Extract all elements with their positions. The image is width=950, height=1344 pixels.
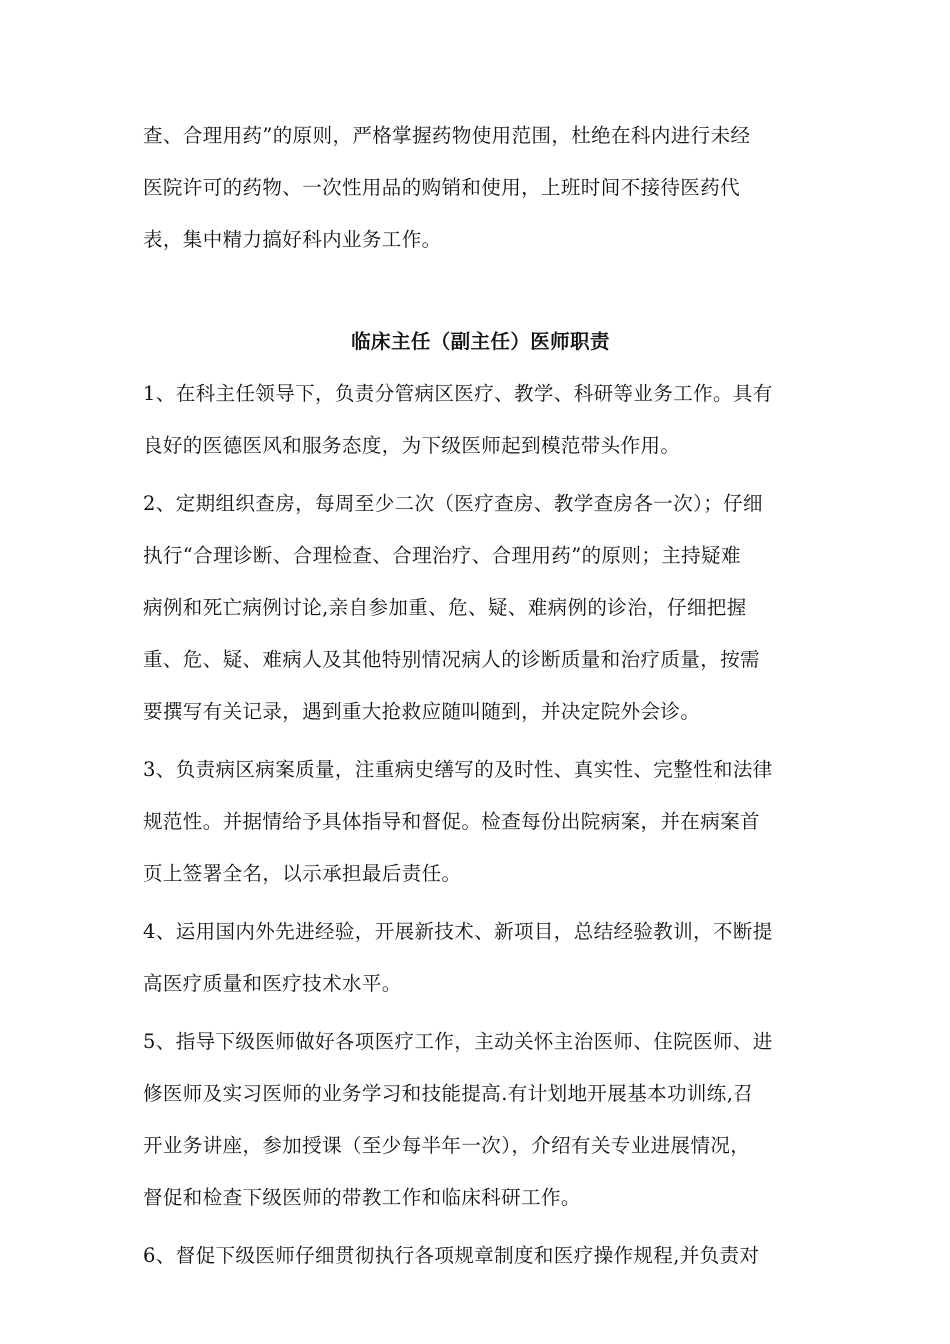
duty-line: 6、督促下级医师仔细贯彻执行各项规章制度和医疗操作规程,并负责对 (143, 1244, 760, 1267)
duty-line: 1、在科主任领导下，负责分管病区医疗、教学、科研等业务工作。具有 (143, 382, 773, 405)
duty-line: 2、定期组织查房，每周至少二次（医疗查房、教学查房各一次）；仔细 (143, 492, 763, 515)
duty-line: 执行“合理诊断、合理检查、合理治疗、合理用药”的原则；主持疑难 (143, 544, 741, 567)
duty-line: 修医师及实习医师的业务学习和技能提高.有计划地开展基本功训练,召 (143, 1082, 754, 1105)
duty-line: 开业务讲座，参加授课（至少每半年一次），介绍有关专业进展情况， (143, 1134, 751, 1157)
intro-line: 查、合理用药”的原则，严格掌握药物使用范围，杜绝在科内进行未经 (143, 124, 751, 147)
duty-line: 高医疗质量和医疗技术水平。 (143, 972, 402, 995)
duty-item-4 (143, 906, 818, 1010)
duty-line: 要撰写有关记录，遇到重大抢救应随叫随到，并决定院外会诊。 (143, 700, 701, 723)
duty-line: 3、负责病区病案质量，注重病史缮写的及时性、真实性、完整性和法律 (143, 758, 773, 781)
duty-line: 良好的医德医风和服务态度，为下级医师起到模范带头作用。 (143, 434, 681, 457)
intro-line: 表，集中精力搞好科内业务工作。 (143, 228, 442, 251)
duty-item-1 (143, 368, 818, 472)
duty-item-6 (143, 1230, 818, 1282)
duty-line: 督促和检查下级医师的带教工作和临床科研工作。 (143, 1186, 581, 1209)
duty-line: 4、运用国内外先进经验，开展新技术、新项目，总结经验教训，不断提 (143, 920, 773, 943)
section-title: 临床主任（副主任）医师职责 (351, 330, 610, 353)
duty-line: 规范性。并据情给予具体指导和督促。检查每份出院病案，并在病案首 (143, 810, 760, 833)
document-body (143, 110, 818, 1288)
duty-line: 页上签署全名，以示承担最后责任。 (143, 862, 462, 885)
duty-item-5 (143, 1016, 818, 1224)
duty-line: 5、指导下级医师做好各项医疗工作，主动关怀主治医师、住院医师、进 (143, 1030, 773, 1053)
duty-item-3 (143, 744, 818, 900)
intro-paragraph (143, 110, 818, 266)
duty-line: 病例和死亡病例讨论,亲自参加重、危、疑、难病例的诊治，仔细把握 (143, 596, 747, 619)
duty-item-2 (143, 478, 818, 738)
intro-line: 医院许可的药物、一次性用品的购销和使用，上班时间不接待医药代 (143, 176, 741, 199)
duty-line: 重、危、疑、难病人及其他特别情况病人的诊断质量和治疗质量，按需 (143, 648, 760, 671)
